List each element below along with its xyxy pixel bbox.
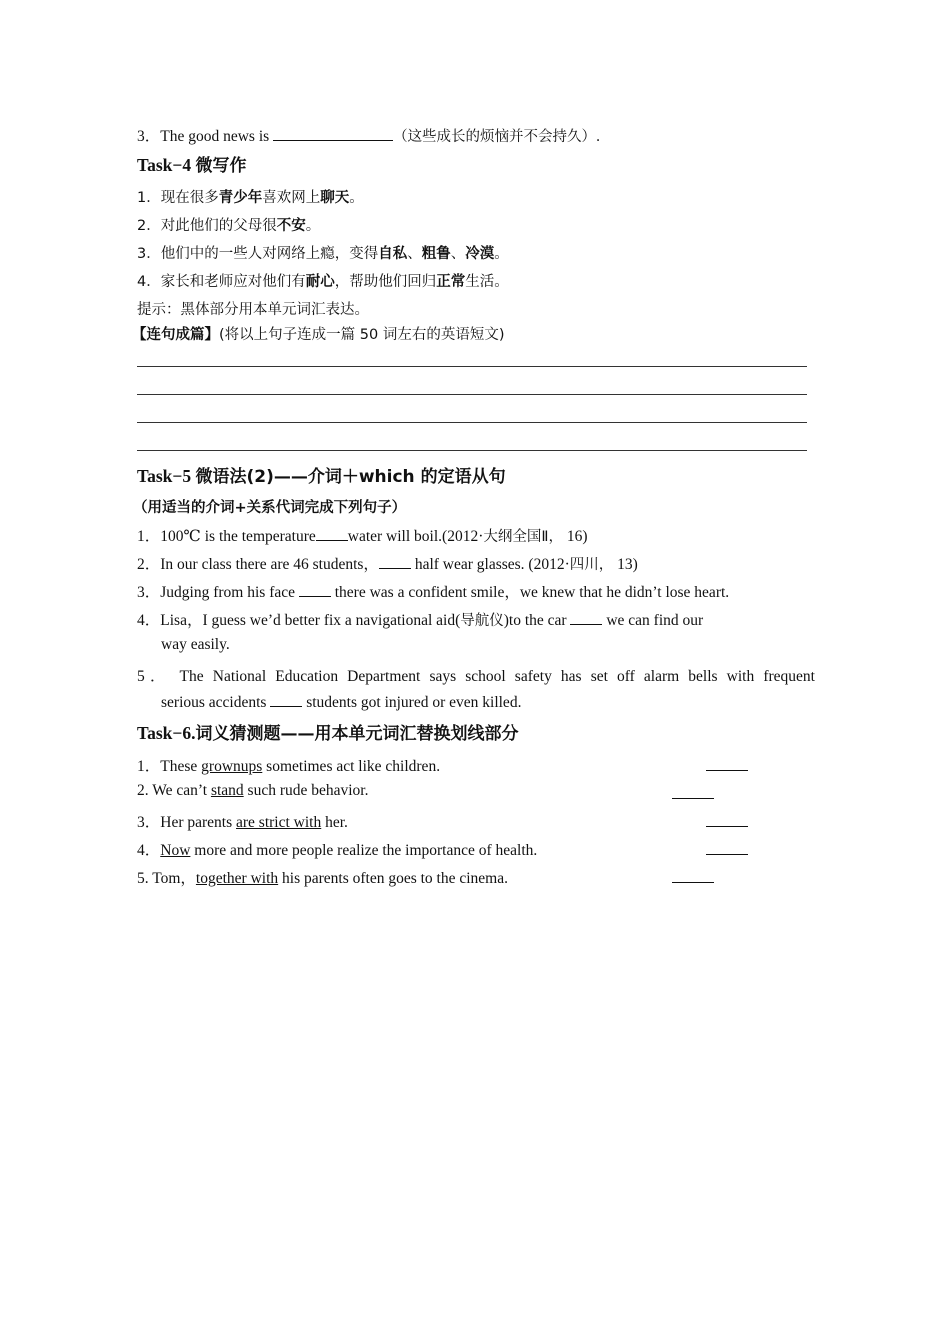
item-number: 3． [137, 246, 161, 262]
fill-blank[interactable] [316, 526, 348, 541]
item-text: 100℃ is the temperature [160, 528, 316, 545]
answer-blank-3[interactable] [706, 826, 748, 827]
answer-blank-4[interactable] [706, 854, 748, 855]
task5-title-cn: 微语法(2)——介词＋which 的定语从句 [195, 467, 506, 487]
sentence-text: The good news is [160, 128, 274, 145]
task6-item-3 [137, 810, 348, 832]
task6-item-5 [137, 866, 508, 888]
task4-item-1 [137, 186, 364, 207]
item-number: 2. [137, 782, 149, 799]
item-text: 、 [407, 246, 422, 262]
item-text: )to the car [503, 612, 571, 629]
bold-keyword: 自私 [378, 246, 408, 262]
fill-blank[interactable] [270, 692, 302, 707]
item-text: students got injured or even killed. [302, 694, 522, 711]
bold-keyword: 青少年 [218, 190, 263, 206]
item-text: Judging from his face [160, 584, 299, 601]
bold-keyword: 耐心 [305, 274, 335, 290]
task5-title-en: Task−5 [137, 466, 196, 486]
task5-item-4-continued: way easily. [161, 636, 230, 653]
item-number: 4． [137, 612, 161, 629]
compose-text: (将以上句子连成一篇 50 词左右的英语短文) [219, 327, 505, 343]
item-text: Her parents [160, 814, 237, 831]
item-number: 3． [137, 814, 161, 831]
writing-line-1[interactable] [137, 366, 807, 367]
item-number: 2． [137, 218, 161, 234]
task6-item-4 [137, 838, 537, 860]
compose-label: 【连句成篇】 [132, 327, 219, 343]
item-text: we can find our [602, 612, 704, 629]
item-text: 对此他们的父母很 [160, 218, 277, 234]
underlined-phrase: grownups [201, 758, 263, 775]
fill-blank[interactable] [273, 126, 393, 141]
answer-blank-1[interactable] [706, 770, 748, 771]
bold-keyword: 聊天 [320, 190, 350, 206]
item-text: 。 [494, 246, 509, 262]
answer-blank-5[interactable] [672, 882, 714, 883]
task5-item-3 [137, 580, 729, 602]
writing-line-2[interactable] [137, 394, 807, 395]
item-text: more and more people realize the importance of health. [190, 842, 538, 859]
item-number: 1． [137, 758, 161, 775]
task5-item-1 [137, 524, 588, 546]
item-text: 13) [613, 556, 638, 573]
chinese-gloss: 导航仪 [460, 613, 504, 629]
item-text: 家长和老师应对他们有 [160, 274, 306, 290]
task5-item-2 [137, 552, 638, 574]
task4-title-en: Task−4 [137, 155, 196, 175]
item-number: 1． [137, 528, 161, 545]
item-text: 、 [450, 246, 466, 262]
task5-heading [137, 462, 506, 487]
underlined-phrase: Now [160, 842, 191, 859]
chinese-hint: （这些成长的烦恼并不会持久） [393, 129, 597, 145]
bold-keyword: 不安 [276, 218, 306, 234]
fill-blank[interactable] [570, 610, 602, 625]
task3-item-3 [137, 124, 600, 146]
item-number: 1． [137, 190, 161, 206]
item-text: 喜欢网上 [262, 190, 321, 206]
item-text: sometimes act like children. [262, 758, 441, 775]
task4-title-cn: 微写作 [195, 156, 247, 176]
item-text: Lisa，I guess we’d better fix a navigational aid( [160, 612, 461, 629]
task5-item-5-continued [161, 692, 521, 712]
item-text: serious accidents [161, 694, 271, 711]
item-text: such rude behavior. [243, 782, 369, 799]
source-cn: 大纲全国Ⅱ， [483, 529, 564, 545]
item-text: 他们中的一些人对网络上瘾，变得 [160, 246, 379, 262]
task6-title-en: Task−6. [137, 723, 196, 743]
item-text: We can’t [148, 782, 211, 799]
fill-blank[interactable] [299, 582, 331, 597]
item-text: 现在很多 [160, 190, 219, 206]
item-text: Tom， [148, 870, 196, 887]
item-text: her. [321, 814, 348, 831]
item-text: half wear glasses. (2012· [410, 556, 570, 573]
writing-line-3[interactable] [137, 422, 807, 423]
item-text: In our class there are 46 students， [160, 556, 379, 573]
fill-blank[interactable] [379, 554, 411, 569]
item-number: 4． [137, 274, 161, 290]
task6-title-cn: 词义猜测题——用本单元词汇替换划线部分 [195, 724, 519, 744]
item-number: 2． [137, 556, 161, 573]
underlined-phrase: stand [210, 782, 244, 799]
task4-item-2 [137, 214, 320, 235]
item-text: 生活。 [465, 274, 509, 290]
item-text: 16) [563, 528, 588, 545]
item-text: 。 [305, 218, 321, 234]
item-text: 。 [349, 190, 364, 206]
bold-keyword: 正常 [436, 274, 466, 290]
task4-hint: 提示：黑体部分用本单元词汇表达。 [137, 302, 369, 318]
item-number: 3． [137, 128, 161, 145]
task6-item-2 [137, 782, 368, 800]
task4-compose-instruction [132, 323, 504, 344]
task4-item-4 [137, 270, 509, 291]
item-text: there was a confident smile，we knew that he didn’t lose heart. [330, 584, 730, 601]
task5-item-5 [137, 664, 815, 686]
item-number: 4． [137, 842, 161, 859]
task4-heading [137, 151, 246, 176]
underlined-phrase: together with [195, 870, 279, 887]
bold-keyword: 粗鲁 [421, 246, 451, 262]
item-number: 3． [137, 584, 161, 601]
task6-heading [137, 719, 518, 744]
task4-item-3 [137, 242, 509, 263]
answer-blank-2[interactable] [672, 798, 714, 799]
source-cn: 四川， [569, 557, 614, 573]
task5-item-4 [137, 608, 703, 630]
item-text: his parents often goes to the cinema. [278, 870, 508, 887]
bold-keyword: 冷漠 [465, 246, 495, 262]
item-text: The National Education Department says school safety has set off alarm bells with frequent [179, 668, 815, 685]
sentence-end: . [596, 128, 600, 145]
item-text: water will boil.(2012· [347, 528, 484, 545]
task5-subtitle: （用适当的介词+关系代词完成下列句子） [133, 500, 407, 516]
item-text: These [160, 758, 202, 775]
item-number: 5． [137, 668, 171, 685]
item-number: 5. [137, 870, 149, 887]
writing-line-4[interactable] [137, 450, 807, 451]
underlined-phrase: are strict with [236, 814, 322, 831]
task6-item-1 [137, 754, 440, 776]
item-text: ，帮助他们回归 [334, 274, 437, 290]
